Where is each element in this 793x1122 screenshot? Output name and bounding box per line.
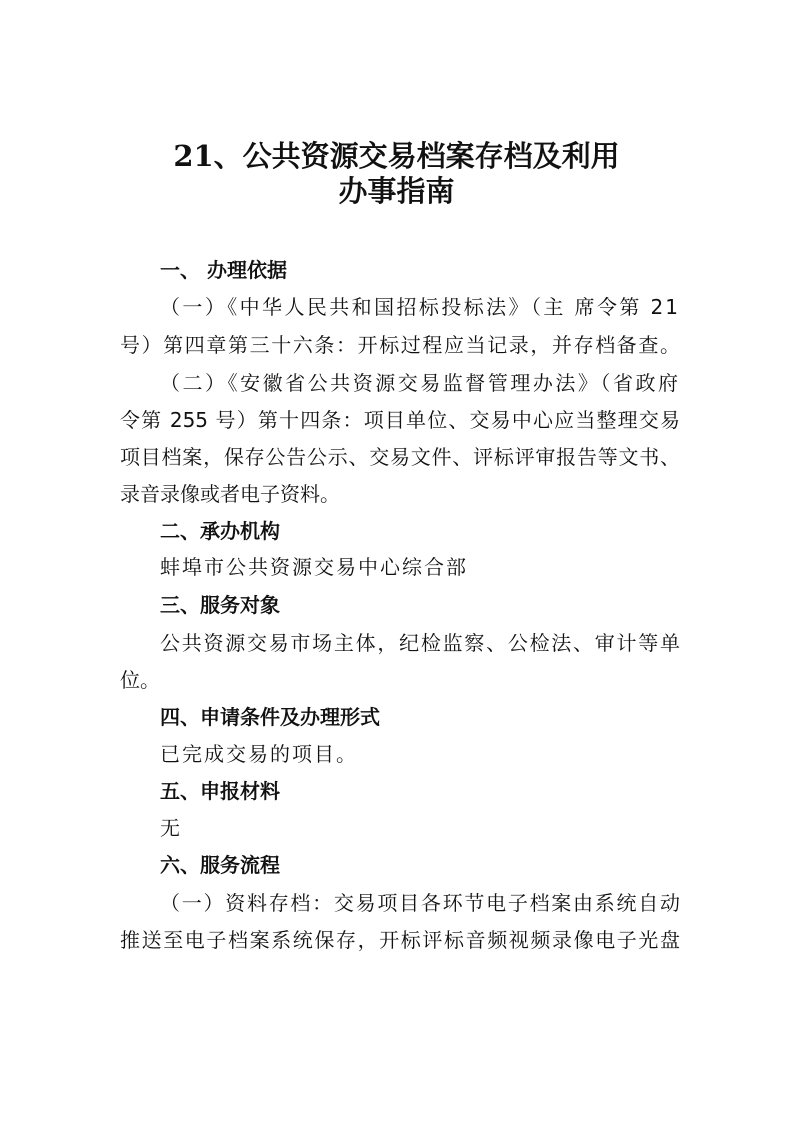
section-1-heading: 一、 办理依据 xyxy=(160,258,287,282)
section-3-line-1: 公共资源交易市场主体，纪检监察、公检法、审计等单 xyxy=(160,631,680,655)
section-3-line-2: 位。 xyxy=(120,668,160,692)
section-6-p1-line-1: （一）资料存档：交易项目各环节电子档案由系统自动 xyxy=(160,891,680,915)
section-1-p2-line-4: 录音录像或者电子资料。 xyxy=(120,482,340,506)
section-1-p2-line-3: 项目档案，保存公告公示、交易文件、评标评审报告等文书、 xyxy=(120,445,680,469)
section-6-p1-line-2: 推送至电子档案系统保存，开标评标音频视频录像电子光盘 xyxy=(120,928,680,952)
section-1-p1-line-2: 号）第四章第三十六条：开标过程应当记录，并存档备查。 xyxy=(120,333,680,357)
section-1-p2-line-1: （二）《安徽省公共资源交易监督管理办法》（省政府 xyxy=(160,371,680,395)
section-4-body: 已完成交易的项目。 xyxy=(160,742,358,766)
section-5-heading: 五、申报材料 xyxy=(160,779,280,803)
section-1-p2-line-2: 令第 255 号）第十四条：项目单位、交易中心应当整理交易 xyxy=(120,408,680,432)
section-2-heading: 二、承办机构 xyxy=(160,519,280,543)
section-5-body: 无 xyxy=(160,816,180,840)
section-2-body: 蚌埠市公共资源交易中心综合部 xyxy=(160,555,468,579)
section-4-heading: 四、申请条件及办理形式 xyxy=(160,705,380,729)
document-title-line-2: 办事指南 xyxy=(338,174,455,208)
section-3-heading: 三、服务对象 xyxy=(160,593,280,617)
document-title-line-1: 21、公共资源交易档案存档及利用 xyxy=(173,139,620,173)
section-6-heading: 六、服务流程 xyxy=(160,853,280,877)
section-1-p1-line-1: （一）《中华人民共和国招标投标法》（主 席令第 21 xyxy=(160,295,680,319)
